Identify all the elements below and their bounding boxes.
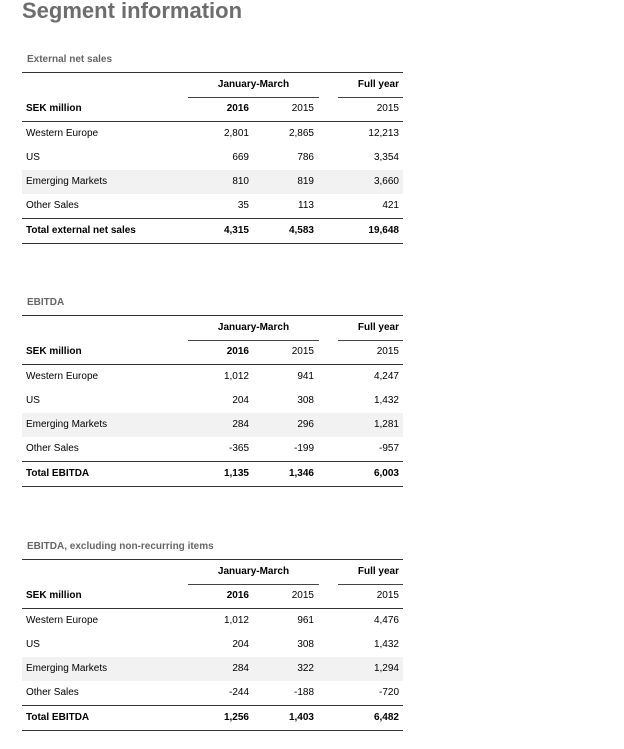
cell: 1,256 <box>223 712 249 723</box>
cell: 1,135 <box>223 468 249 479</box>
cell: 1,403 <box>288 712 314 723</box>
year-col-2: 2015 <box>291 103 314 114</box>
row-label: Other Sales <box>26 443 79 454</box>
row-label: Other Sales <box>26 200 79 211</box>
cell: 1,346 <box>288 468 314 479</box>
cell: 1,012 <box>223 615 249 626</box>
row-label: US <box>26 395 40 406</box>
cell: 4,583 <box>288 225 314 236</box>
cell: -957 <box>378 443 399 454</box>
cell: 941 <box>297 371 314 382</box>
cell: -720 <box>378 687 399 698</box>
row-label: Western Europe <box>26 371 99 382</box>
cell: 19,648 <box>368 225 399 236</box>
cell: 669 <box>232 152 249 163</box>
cell: 35 <box>237 200 249 211</box>
cell: 322 <box>297 663 314 674</box>
column-label: SEK million <box>26 346 82 357</box>
page-title: Segment information <box>22 0 243 23</box>
cell: 819 <box>297 176 314 187</box>
cell: 4,315 <box>223 225 249 236</box>
header-full-year: Full year <box>357 322 399 333</box>
row-label: Total external net sales <box>26 225 136 236</box>
table-row <box>22 681 403 706</box>
year-col-1: 2016 <box>226 590 249 601</box>
row-label: Emerging Markets <box>26 419 108 430</box>
header-row <box>22 340 403 365</box>
table-row <box>22 633 403 657</box>
cell: 113 <box>298 200 314 211</box>
row-label: Emerging Markets <box>26 176 108 187</box>
year-col-1: 2016 <box>226 103 249 114</box>
row-label: Other Sales <box>26 687 79 698</box>
year-col-3: 2015 <box>376 590 399 601</box>
table-row <box>22 194 403 219</box>
row-label: Total EBITDA <box>26 468 90 479</box>
table-row <box>22 657 403 681</box>
section-title-ebitda: EBITDA <box>27 297 65 308</box>
cell: 308 <box>297 639 314 650</box>
section-title-external-net-sales: External net sales <box>27 54 113 65</box>
cell: 284 <box>232 663 249 674</box>
table-row <box>22 389 403 413</box>
cell: 6,003 <box>373 468 399 479</box>
cell: 421 <box>382 200 399 211</box>
year-col-2: 2015 <box>291 590 314 601</box>
header-full-year: Full year <box>357 79 399 90</box>
cell: 204 <box>232 639 249 650</box>
cell: 308 <box>297 395 314 406</box>
cell: 3,660 <box>373 176 399 187</box>
table-row <box>22 170 403 194</box>
section-title-ebitda-excl-nri: EBITDA, excluding non-recurring items <box>27 541 214 552</box>
row-label: US <box>26 152 40 163</box>
row-label: Western Europe <box>26 128 99 139</box>
header-row <box>22 584 403 609</box>
cell: 204 <box>232 395 249 406</box>
row-label: Emerging Markets <box>26 663 108 674</box>
cell: 1,012 <box>223 371 249 382</box>
cell: -244 <box>228 687 249 698</box>
cell: 4,476 <box>373 615 399 626</box>
row-label: Total EBITDA <box>26 712 90 723</box>
cell: 4,247 <box>373 371 399 382</box>
table-row <box>22 122 403 146</box>
cell: 3,354 <box>373 152 399 163</box>
cell: 1,432 <box>373 395 399 406</box>
year-col-3: 2015 <box>376 103 399 114</box>
row-label: US <box>26 639 40 650</box>
header-row <box>22 97 403 122</box>
header-january-march: January-March <box>217 566 290 577</box>
table-row <box>22 609 403 633</box>
cell: 810 <box>232 176 249 187</box>
cell: 1,281 <box>373 419 399 430</box>
row-label: Western Europe <box>26 615 99 626</box>
table-row <box>22 146 403 170</box>
cell: 1,432 <box>373 639 399 650</box>
cell: 284 <box>232 419 249 430</box>
header-january-march: January-March <box>217 79 290 90</box>
table-row <box>22 365 403 389</box>
cell: -365 <box>228 443 249 454</box>
cell: 786 <box>297 152 314 163</box>
table-row <box>22 413 403 437</box>
cell: 1,294 <box>373 663 399 674</box>
total-row <box>22 462 403 487</box>
cell: 12,213 <box>368 128 399 139</box>
cell: 296 <box>297 419 314 430</box>
year-col-2: 2015 <box>291 346 314 357</box>
table-row <box>22 437 403 462</box>
total-row <box>22 706 403 731</box>
cell: 2,865 <box>288 128 314 139</box>
year-col-3: 2015 <box>376 346 399 357</box>
header-january-march: January-March <box>217 322 290 333</box>
cell: -199 <box>293 443 314 454</box>
cell: 2,801 <box>223 128 249 139</box>
total-row <box>22 219 403 244</box>
cell: 6,482 <box>373 712 399 723</box>
cell: 961 <box>297 615 314 626</box>
column-label: SEK million <box>26 103 82 114</box>
column-label: SEK million <box>26 590 82 601</box>
year-col-1: 2016 <box>226 346 249 357</box>
header-full-year: Full year <box>357 566 399 577</box>
cell: -188 <box>293 687 314 698</box>
